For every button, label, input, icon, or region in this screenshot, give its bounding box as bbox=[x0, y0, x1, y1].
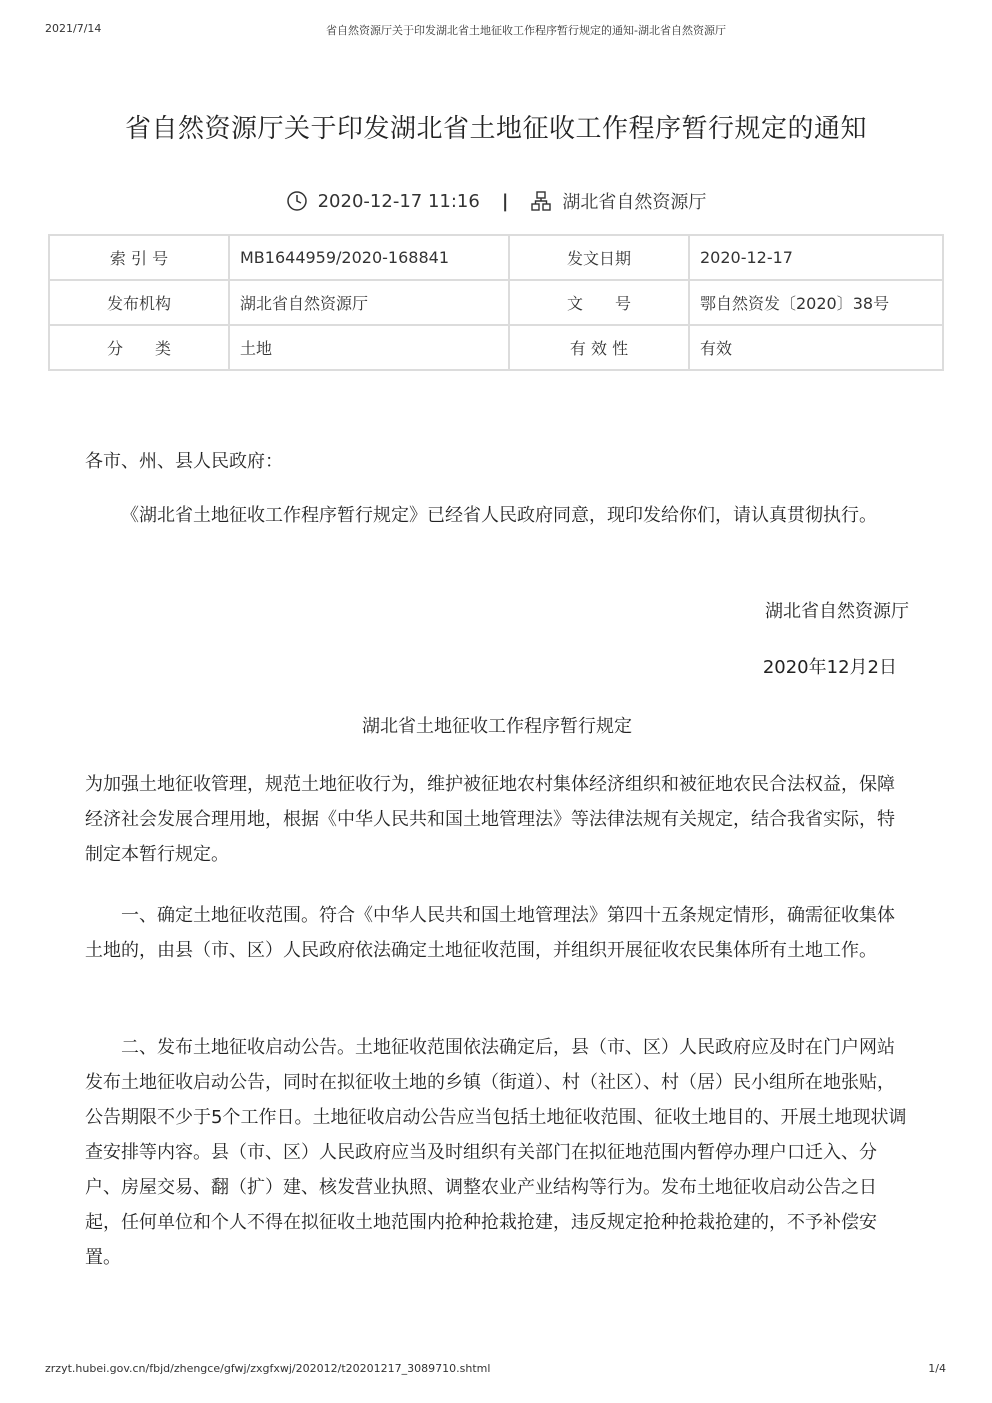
publishing-agency-label: 发布机构 bbox=[49, 280, 229, 325]
document-info-table bbox=[48, 234, 944, 371]
category-label: 分 类 bbox=[49, 325, 229, 370]
publishing-agency-value: 湖北省自然资源厅 bbox=[229, 280, 509, 325]
page-number: 1/4 bbox=[928, 1362, 946, 1375]
document-number-value: 鄂自然资发〔2020〕38号 bbox=[689, 280, 943, 325]
preamble-paragraph: 为加强土地征收管理，规范土地征收行为，维护被征地农村集体经济组织和被征地农民合法权益，保障经济社会发展合理用地，根据《中华人民共和国土地管理法》等法律法规有关规定，结合我省实际，特制定本暂行规定。 bbox=[85, 774, 895, 865]
salutation: 各市、州、县人民政府： bbox=[85, 451, 283, 472]
validity-value: 有效 bbox=[689, 325, 943, 370]
sign-date: 2020年12月2日 bbox=[762, 657, 897, 678]
page-title: 省自然资源厅关于印发湖北省土地征收工作程序暂行规定的通知 bbox=[124, 114, 867, 144]
rules-title: 湖北省土地征收工作程序暂行规定 bbox=[362, 716, 632, 737]
intro-paragraph: 《湖北省土地征收工作程序暂行规定》已经省人民政府同意，现印发给你们，请认真贯彻执行。 bbox=[121, 505, 877, 526]
clause-1: 一、确定土地征收范围。符合《中华人民共和国土地管理法》第四十五条规定情形，确需征收集体土地的，由县（市、区）人民政府依法确定土地征收范围，并组织开展征收农民集体所有土地工作。 bbox=[85, 905, 895, 961]
issue-date-value: 2020-12-17 bbox=[689, 235, 943, 280]
info-row bbox=[49, 325, 943, 370]
category-value: 土地 bbox=[229, 325, 509, 370]
index-number-value: MB1644959/2020-168841 bbox=[229, 235, 509, 280]
clause-2: 二、发布土地征收启动公告。土地征收范围依法确定后，县（市、区）人民政府应及时在门户网站发布土地征收启动公告，同时在拟征收土地的乡镇（街道）、村（社区）、村（居）民小组所在地张贴，公告期限不少于5个工作日。土地征收启动公告应当包括土地征收范围、征收土地目的、开展土地现状调查安排等内容。县（市、区）人民政府应当及时组织有关部门在拟征地范围内暂停办理户口迁入、分户、房屋交易、翻（扩）建、核发营业执照、调整农业产业结构等行为。发布土地征收启动公告之日起，任何单位和个人不得在拟征收土地范围内抢种抢栽抢建，违反规定抢种抢栽抢建的，不予补偿安置。 bbox=[85, 1037, 907, 1268]
print-date: 2021/7/14 bbox=[45, 22, 102, 35]
issue-date-label: 发文日期 bbox=[509, 235, 689, 280]
validity-label: 有 效 性 bbox=[509, 325, 689, 370]
meta-separator: | bbox=[501, 190, 509, 212]
index-number-label: 索 引 号 bbox=[49, 235, 229, 280]
signature: 湖北省自然资源厅 bbox=[765, 601, 909, 622]
info-row bbox=[49, 280, 943, 325]
publisher-name: 湖北省自然资源厅 bbox=[562, 192, 707, 213]
clock-icon bbox=[286, 190, 308, 212]
print-header bbox=[0, 22, 992, 42]
print-footer bbox=[0, 1362, 992, 1382]
document-number-label: 文 号 bbox=[509, 280, 689, 325]
publish-datetime: 2020-12-17 11:16 bbox=[317, 190, 480, 212]
meta-line bbox=[0, 188, 992, 214]
print-page-title: 省自然资源厅关于印发湖北省土地征收工作程序暂行规定的通知-湖北省自然资源厅 bbox=[326, 24, 726, 37]
page-url: zrzyt.hubei.gov.cn/fbjd/zhengce/gfwj/zxgfxwj/202012/t20201217_3089710.shtml bbox=[45, 1362, 491, 1375]
info-row bbox=[49, 235, 943, 280]
sitemap-icon bbox=[530, 190, 552, 212]
